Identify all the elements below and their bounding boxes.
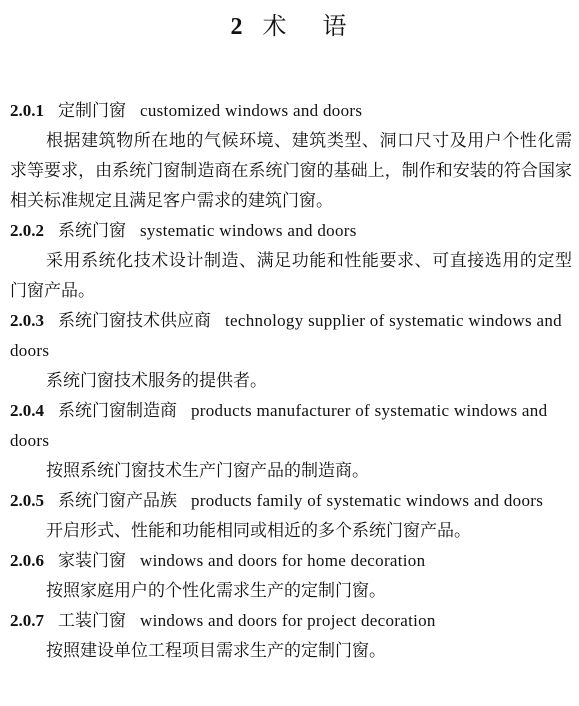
term-entry xyxy=(10,306,572,396)
clause-number: 2.0.1 xyxy=(10,101,44,120)
clause-number: 2.0.5 xyxy=(10,491,44,510)
term-chinese: 系统门窗产品族 xyxy=(58,491,177,511)
clause-number: 2.0.2 xyxy=(10,221,44,240)
term-definition: 采用系统化技术设计制造、满足功能和性能要求、可直接选用的定型门窗产品。 xyxy=(10,251,572,301)
clause-number: 2.0.3 xyxy=(10,311,44,330)
chapter-title-char-2: 语 xyxy=(322,12,349,40)
term-definition: 按照建设单位工程项目需求生产的定制门窗。 xyxy=(46,641,386,661)
term-definition: 根据建筑物所在地的气候环境、建筑类型、洞口尺寸及用户个性化需求等要求，由系统门窗制造商在系统门窗的基础上，制作和安装的符合国家相关标准规定且满足客户需求的建筑门窗。 xyxy=(10,131,572,211)
term-definition: 按照家庭用户的个性化需求生产的定制门窗。 xyxy=(46,581,386,601)
term-entry xyxy=(10,606,572,666)
term-chinese: 家装门窗 xyxy=(58,551,126,571)
term-heading xyxy=(10,546,572,576)
term-chinese: 工装门窗 xyxy=(58,611,126,631)
clause-number: 2.0.6 xyxy=(10,551,44,570)
chapter-title-char-1: 术 xyxy=(262,12,289,40)
term-entry xyxy=(10,216,572,306)
term-heading xyxy=(10,96,572,126)
term-chinese: 定制门窗 xyxy=(58,101,126,121)
term-english: technology supplier of systematic windows and doors xyxy=(10,311,562,360)
clause-number: 2.0.7 xyxy=(10,611,44,630)
clause-number: 2.0.4 xyxy=(10,401,44,420)
term-heading xyxy=(10,606,572,636)
chapter-title xyxy=(0,6,579,41)
term-heading xyxy=(10,216,572,246)
term-english: systematic windows and doors xyxy=(140,221,357,240)
term-english: windows and doors for project decoration xyxy=(140,611,436,630)
term-english: customized windows and doors xyxy=(140,101,363,120)
term-definition: 系统门窗技术服务的提供者。 xyxy=(46,371,267,391)
term-english: products family of systematic windows and doors xyxy=(191,491,544,510)
term-entry xyxy=(10,546,572,606)
terms-list xyxy=(10,96,572,666)
term-entry xyxy=(10,486,572,546)
term-chinese: 系统门窗制造商 xyxy=(58,401,177,421)
term-english: products manufacturer of systematic windows and doors xyxy=(10,401,548,450)
term-definition: 按照系统门窗技术生产门窗产品的制造商。 xyxy=(46,461,369,481)
term-entry xyxy=(10,396,572,486)
term-definition: 开启形式、性能和功能相同或相近的多个系统门窗产品。 xyxy=(46,521,471,541)
term-entry xyxy=(10,96,572,216)
term-heading xyxy=(10,396,572,456)
term-heading xyxy=(10,486,572,516)
term-english: windows and doors for home decoration xyxy=(140,551,426,570)
term-chinese: 系统门窗 xyxy=(58,221,126,241)
term-chinese: 系统门窗技术供应商 xyxy=(58,311,211,331)
term-heading xyxy=(10,306,572,366)
chapter-number: 2 xyxy=(230,14,245,40)
